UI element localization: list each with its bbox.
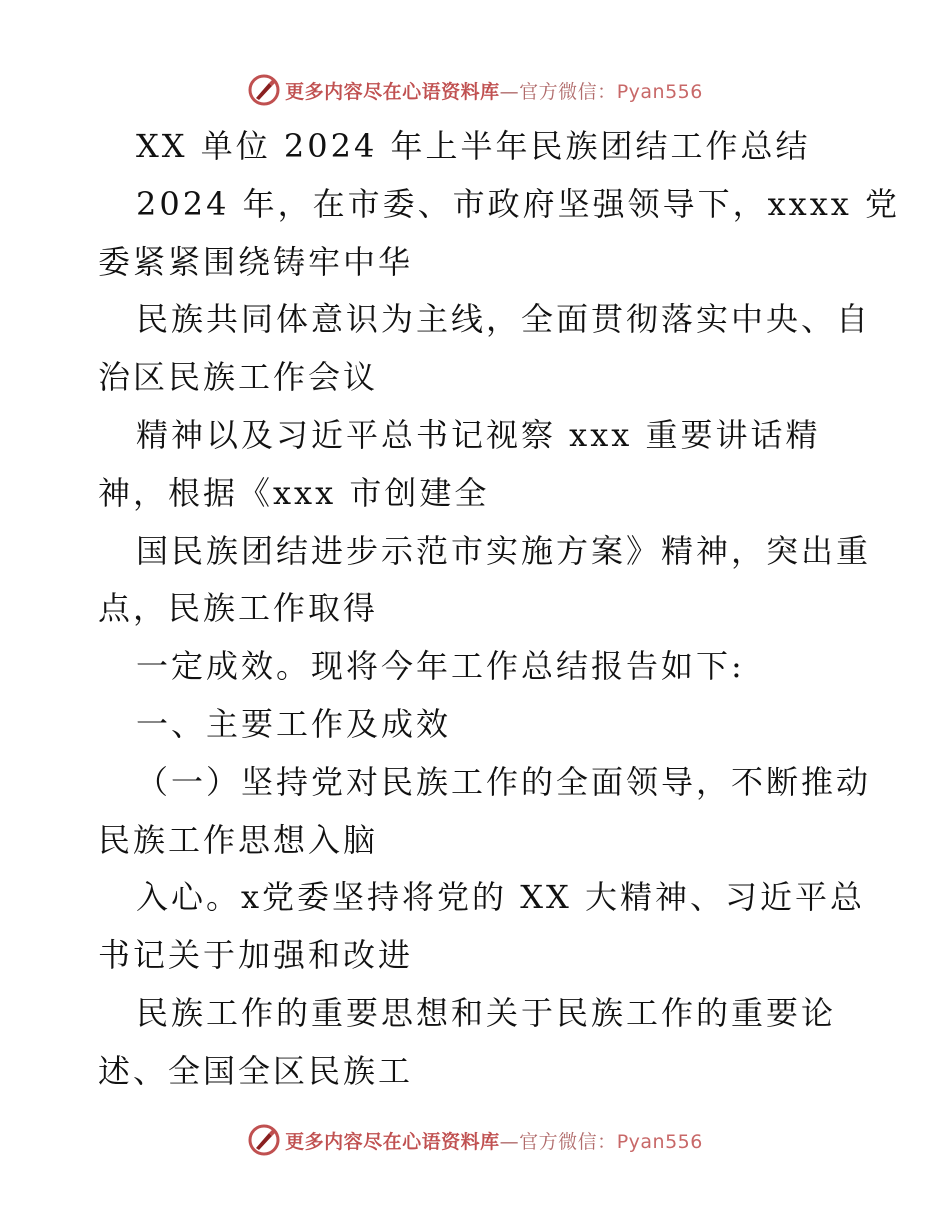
text-line: 民族工作的重要思想和关于民族工作的重要论 bbox=[136, 993, 837, 1032]
watermark-text bbox=[285, 77, 703, 104]
text-line: 一定成效。现将今年工作总结报告如下: bbox=[136, 647, 745, 686]
text-line: 民族共同体意识为主线，全面贯彻落实中央、自 bbox=[136, 300, 872, 339]
text-line: 书记关于加强和改进 bbox=[98, 936, 414, 975]
watermark-main: 更多内容尽在心语资料库 bbox=[285, 1130, 500, 1153]
text-line: 神，根据《xxx 市创建全 bbox=[98, 473, 490, 512]
watermark-text bbox=[285, 1127, 703, 1154]
pen-logo-icon bbox=[247, 1123, 281, 1157]
document-title: XX 单位 2024 年上半年民族团结工作总结 bbox=[136, 127, 811, 165]
watermark-sub: 官方微信： bbox=[519, 1130, 617, 1153]
text-line: 述、全国全区民族工 bbox=[98, 1051, 414, 1090]
text-line: 国民族团结进步示范市实施方案》精神，突出重 bbox=[136, 531, 872, 570]
text-line: 点，民族工作取得 bbox=[98, 589, 379, 628]
text-line: 治区民族工作会议 bbox=[98, 358, 379, 397]
section-heading: 一、主要工作及成效 bbox=[136, 704, 452, 743]
text-line: 委紧紧围绕铸牢中华 bbox=[98, 242, 414, 281]
watermark-id: Pyan556 bbox=[616, 1130, 703, 1153]
text-line: 2024 年，在市委、市政府坚强领导下，xxxx 党 bbox=[136, 184, 900, 223]
header-watermark bbox=[0, 70, 950, 110]
watermark-id: Pyan556 bbox=[616, 80, 703, 103]
subsection-heading: （一）坚持党对民族工作的全面领导，不断推动 bbox=[136, 762, 872, 801]
watermark-dash: — bbox=[499, 80, 520, 103]
watermark-sub: 官方微信： bbox=[519, 80, 617, 103]
text-line: 民族工作思想入脑 bbox=[98, 820, 379, 859]
text-line: 精神以及习近平总书记视察 xxx 重要讲话精 bbox=[136, 415, 821, 454]
pen-logo-icon bbox=[247, 73, 281, 107]
footer-watermark bbox=[0, 1120, 950, 1160]
text-line: 入心。x党委坚持将党的 XX 大精神、习近平总 bbox=[136, 878, 865, 917]
document-body bbox=[98, 118, 900, 1101]
watermark-dash: — bbox=[499, 1130, 520, 1153]
watermark-main: 更多内容尽在心语资料库 bbox=[285, 80, 500, 103]
